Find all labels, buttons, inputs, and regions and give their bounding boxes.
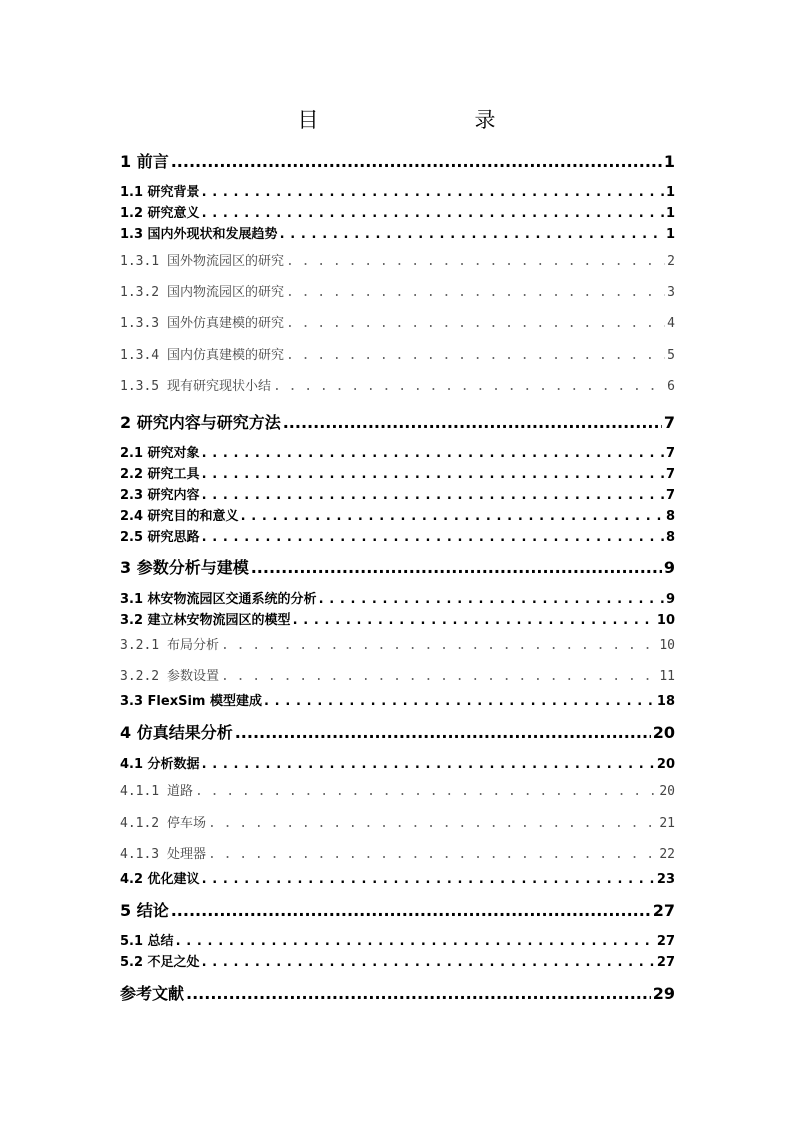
dot-leader xyxy=(241,509,664,524)
toc-entry-label: 3 参数分析与建模 xyxy=(120,558,249,577)
toc-entry-chapter-5[interactable] xyxy=(120,898,675,921)
dot-leader xyxy=(221,638,657,653)
toc-entry-label: 3.2 建立林安物流园区的模型 xyxy=(120,613,291,628)
toc-entry-label: 1.1 研究背景 xyxy=(120,185,200,200)
toc-entry-label: 1.3.3 国外仿真建模的研究 xyxy=(120,316,284,331)
toc-entry-page: 20 xyxy=(652,723,675,742)
toc-entry-chapter-2[interactable] xyxy=(120,410,675,433)
toc-entry-page: 20 xyxy=(656,757,675,772)
toc-entry-label: 2.2 研究工具 xyxy=(120,467,200,482)
toc-entry-section-1-3[interactable] xyxy=(120,223,675,242)
toc-entry-label: 2.1 研究对象 xyxy=(120,446,200,461)
toc-entry-page: 10 xyxy=(656,613,675,628)
toc-entry-label: 4.1.1 道路 xyxy=(120,784,193,799)
dot-leader xyxy=(286,285,665,300)
toc-entry-label: 3.2.1 布局分析 xyxy=(120,638,219,653)
toc-entry-chapter-3[interactable] xyxy=(120,555,675,578)
toc-entry-page: 2 xyxy=(667,254,675,269)
dot-leader xyxy=(171,901,651,920)
toc-entry-page: 4 xyxy=(667,316,675,331)
toc-entry-label: 参考文献 xyxy=(120,984,185,1003)
toc-entry-label: 4 仿真结果分析 xyxy=(120,723,233,742)
toc-entry-label: 4.1.2 停车场 xyxy=(120,816,206,831)
toc-entry-label: 5 结论 xyxy=(120,901,169,920)
dot-leader xyxy=(202,185,664,200)
toc-entry-page: 5 xyxy=(667,348,675,363)
dot-leader xyxy=(235,723,651,742)
toc-entry-page: 22 xyxy=(659,847,675,862)
toc-entry-section-5-1[interactable] xyxy=(120,930,675,949)
toc-entry-references[interactable] xyxy=(120,981,675,1004)
dot-leader xyxy=(202,446,664,461)
toc-entry-page: 8 xyxy=(665,509,675,524)
toc-entry-page: 11 xyxy=(659,669,675,684)
toc-entry-label: 1.3.5 现有研究现状小结 xyxy=(120,379,271,394)
dot-leader xyxy=(319,592,664,607)
toc-entry-subsection-3-2-1[interactable] xyxy=(120,634,675,653)
toc-entry-section-1-2[interactable] xyxy=(120,202,675,221)
toc-entry-section-3-2[interactable] xyxy=(120,609,675,628)
toc-entry-subsection-4-1-1[interactable] xyxy=(120,780,675,799)
dot-leader xyxy=(202,757,655,772)
toc-entry-label: 2.5 研究思路 xyxy=(120,530,200,545)
toc-entry-subsection-1-3-2[interactable] xyxy=(120,281,675,300)
dot-leader xyxy=(186,984,651,1003)
toc-entry-page: 7 xyxy=(665,467,675,482)
dot-leader xyxy=(283,413,662,432)
toc-entry-page: 9 xyxy=(665,592,675,607)
toc-entry-subsection-4-1-2[interactable] xyxy=(120,812,675,831)
dot-leader xyxy=(202,872,655,887)
dot-leader xyxy=(195,784,657,799)
toc-entry-section-3-3[interactable] xyxy=(120,690,675,709)
toc-entry-label: 1.3.2 国内物流园区的研究 xyxy=(120,285,284,300)
toc-entry-page: 10 xyxy=(659,638,675,653)
toc-entry-page: 3 xyxy=(667,285,675,300)
dot-leader xyxy=(293,613,655,628)
toc-entry-section-2-4[interactable] xyxy=(120,505,675,524)
toc-entry-page: 9 xyxy=(663,558,675,577)
toc-entry-page: 7 xyxy=(663,413,675,432)
toc-entry-label: 4.1.3 处理器 xyxy=(120,847,206,862)
toc-entry-label: 4.1 分析数据 xyxy=(120,757,200,772)
toc-entry-page: 27 xyxy=(656,955,675,970)
dot-leader xyxy=(221,669,657,684)
toc-entry-label: 1.3.4 国内仿真建模的研究 xyxy=(120,348,284,363)
toc-entry-page: 7 xyxy=(665,488,675,503)
toc-entry-page: 1 xyxy=(665,206,675,221)
toc-entry-page: 1 xyxy=(665,185,675,200)
toc-entry-page: 1 xyxy=(663,152,675,171)
dot-leader xyxy=(280,227,664,242)
toc-entry-section-2-3[interactable] xyxy=(120,484,675,503)
dot-leader xyxy=(208,847,657,862)
dot-leader xyxy=(202,467,664,482)
dot-leader xyxy=(286,254,665,269)
toc-entry-section-5-2[interactable] xyxy=(120,951,675,970)
dot-leader xyxy=(286,348,665,363)
toc-entry-label: 3.2.2 参数设置 xyxy=(120,669,219,684)
dot-leader xyxy=(208,816,657,831)
toc-entry-label: 3.1 林安物流园区交通系统的分析 xyxy=(120,592,317,607)
toc-entry-section-2-5[interactable] xyxy=(120,526,675,545)
dot-leader xyxy=(202,530,664,545)
dot-leader xyxy=(176,934,655,949)
toc-entry-chapter-1[interactable] xyxy=(120,149,675,172)
toc-entry-label: 5.2 不足之处 xyxy=(120,955,200,970)
toc-entry-page: 29 xyxy=(652,984,675,1003)
toc-entry-subsection-1-3-1[interactable] xyxy=(120,250,675,269)
toc-entry-label: 5.1 总结 xyxy=(120,934,174,949)
dot-leader xyxy=(264,694,655,709)
toc-entry-label: 1.3.1 国外物流园区的研究 xyxy=(120,254,284,269)
dot-leader xyxy=(251,558,662,577)
toc-entry-label: 3.3 FlexSim 模型建成 xyxy=(120,694,262,709)
toc-entry-page: 7 xyxy=(665,446,675,461)
toc-entry-page: 21 xyxy=(659,816,675,831)
toc-entry-page: 1 xyxy=(665,227,675,242)
dot-leader xyxy=(202,488,664,503)
toc-entry-chapter-4[interactable] xyxy=(120,720,675,743)
toc-entry-label: 1 前言 xyxy=(120,152,169,171)
toc-entry-subsection-1-3-5[interactable] xyxy=(120,375,675,394)
toc-title: 目 录 xyxy=(297,108,534,132)
toc-entry-subsection-4-1-3[interactable] xyxy=(120,843,675,862)
toc-entry-subsection-3-2-2[interactable] xyxy=(120,665,675,684)
dot-leader xyxy=(202,206,664,221)
toc-entry-label: 2 研究内容与研究方法 xyxy=(120,413,281,432)
toc-entry-section-2-1[interactable] xyxy=(120,442,675,461)
toc-entry-section-4-2[interactable] xyxy=(120,868,675,887)
toc-entry-page: 6 xyxy=(667,379,675,394)
dot-leader xyxy=(286,316,665,331)
toc-entry-label: 2.3 研究内容 xyxy=(120,488,200,503)
toc-entry-section-3-1[interactable] xyxy=(120,588,675,607)
toc-entry-page: 20 xyxy=(659,784,675,799)
toc-entry-label: 1.3 国内外现状和发展趋势 xyxy=(120,227,278,242)
dot-leader xyxy=(273,379,665,394)
toc-entry-label: 4.2 优化建议 xyxy=(120,872,200,887)
toc-entry-section-4-1[interactable] xyxy=(120,753,675,772)
dot-leader xyxy=(171,152,662,171)
toc-entry-page: 27 xyxy=(656,934,675,949)
toc-entry-page: 23 xyxy=(656,872,675,887)
toc-entry-page: 27 xyxy=(652,901,675,920)
dot-leader xyxy=(202,955,655,970)
toc-entry-page: 8 xyxy=(665,530,675,545)
toc-entry-label: 2.4 研究目的和意义 xyxy=(120,509,239,524)
toc-entry-subsection-1-3-3[interactable] xyxy=(120,312,675,331)
toc-entry-page: 18 xyxy=(656,694,675,709)
toc-entry-section-2-2[interactable] xyxy=(120,463,675,482)
toc-entry-subsection-1-3-4[interactable] xyxy=(120,344,675,363)
toc-entry-label: 1.2 研究意义 xyxy=(120,206,200,221)
toc-entry-section-1-1[interactable] xyxy=(120,181,675,200)
